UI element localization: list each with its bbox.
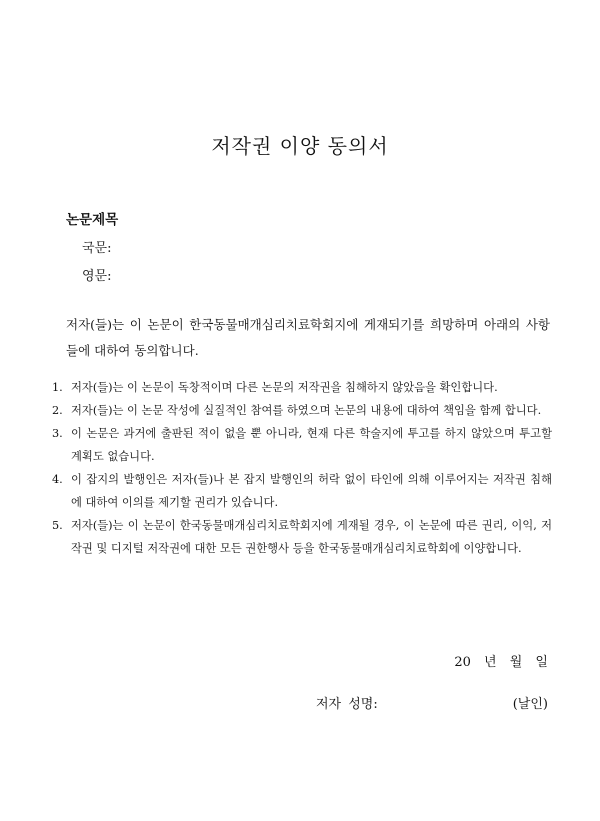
paper-title-heading: 논문제목 <box>66 212 119 228</box>
agreement-item <box>52 514 552 560</box>
agreement-list <box>52 376 552 560</box>
agreement-item-number: 2. <box>52 404 63 417</box>
seal-label: (날인) <box>512 697 548 712</box>
author-name-label: 저자 성명: <box>316 697 378 712</box>
agreement-item <box>52 376 552 399</box>
document-title: 저작권 이양 동의서 <box>211 134 389 158</box>
agreement-item-number: 4. <box>52 473 63 486</box>
agreement-item-number: 5. <box>52 519 63 532</box>
agreement-item <box>52 468 552 514</box>
agreement-item-text: 이 논문은 과거에 출판된 적이 없을 뿐 아니라, 현재 다른 학술지에 투고를 하지 않았으며 투고할 계획도 없습니다. <box>71 427 552 463</box>
agreement-item-text: 저자(들)는 이 논문이 독창적이며 다른 논문의 저작권을 침해하지 않았음을 확인합니다. <box>71 381 498 394</box>
english-title-label: 영문: <box>82 269 112 284</box>
date-line: 20 년 월 일 <box>454 655 548 670</box>
agreement-item-text: 저자(들)는 이 논문 작성에 실질적인 참여를 하였으며 논문의 내용에 대하여 책임을 함께 합니다. <box>71 404 542 417</box>
agreement-item-number: 1. <box>52 381 63 394</box>
agreement-item <box>52 422 552 468</box>
agreement-item <box>52 399 552 422</box>
agreement-item-number: 3. <box>52 427 63 440</box>
agreement-item-text: 이 잡지의 발행인은 저자(들)나 본 잡지 발행인의 허락 없이 타인에 의해 이루어지는 저작권 침해에 대하여 이의를 제기할 권리가 있습니다. <box>71 473 552 509</box>
intro-paragraph: 저자(들)는 이 논문이 한국동물매개심리치료학회지에 게재되기를 희망하며 아래의 사항들에 대하여 동의합니다. <box>66 317 550 358</box>
korean-title-label: 국문: <box>82 241 112 256</box>
agreement-item-text: 저자(들)는 이 논문이 한국동물매개심리치료학회지에 게재될 경우, 이 논문에 따른 권리, 이익, 저작권 및 디지털 저작권에 대한 모든 권한행사 등을 한국동물매개심리치료학회에 이양합니다. <box>71 519 552 555</box>
